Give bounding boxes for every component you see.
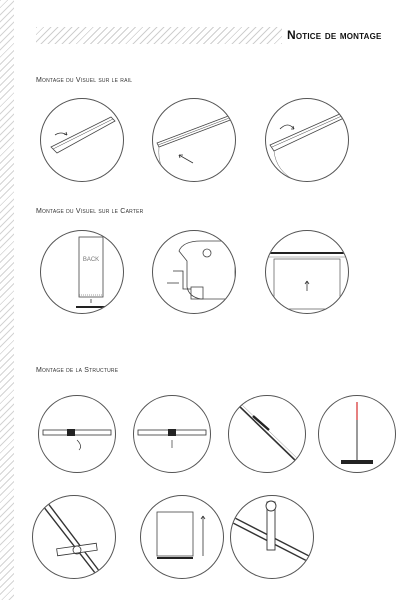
step-structure-3-illustration: [228, 395, 306, 473]
step-structure-4-illustration: [318, 395, 396, 473]
side-hatch-band: [0, 0, 14, 600]
section-label-carter: Montage du Visuel sur le Carter: [36, 208, 144, 215]
step-structure-6-illustration: [140, 495, 224, 579]
title-hatch-bar: [36, 27, 282, 44]
step-structure-7-illustration: [230, 495, 314, 579]
step-rail-3-illustration: [265, 98, 349, 182]
step-carter-3-illustration: [265, 230, 349, 314]
step-rail-2-illustration: [152, 98, 236, 182]
step-carter-2-illustration: [152, 230, 236, 314]
page-title: Notice de montage: [287, 28, 382, 42]
step-rail-1-illustration: [40, 98, 124, 182]
section-label-structure: Montage de la Structure: [36, 367, 119, 374]
back-label: BACK: [82, 257, 100, 263]
step-carter-1-illustration: [40, 230, 124, 314]
section-label-rail: Montage du Visuel sur le rail: [36, 77, 133, 84]
step-structure-5-illustration: [32, 495, 116, 579]
step-structure-1-illustration: [38, 395, 116, 473]
step-structure-2-illustration: [133, 395, 211, 473]
